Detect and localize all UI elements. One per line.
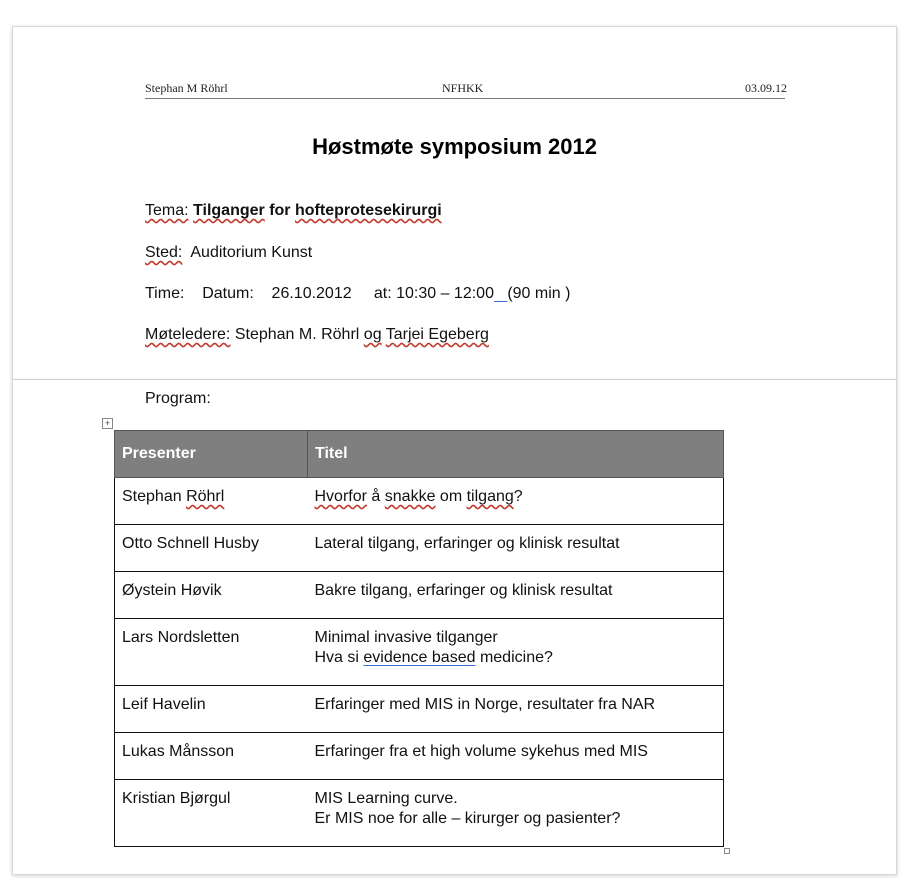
program-table bbox=[114, 430, 724, 847]
datum-label: Datum: bbox=[202, 285, 254, 302]
datum-value: 26.10.2012 bbox=[271, 285, 352, 302]
plus-in-square-icon[interactable]: + bbox=[102, 418, 113, 429]
moteledere-value-2: Tarjei Egeberg bbox=[385, 326, 489, 343]
table-row bbox=[115, 780, 724, 847]
table-header-row bbox=[115, 431, 724, 478]
tema-label: Tema: bbox=[145, 202, 189, 219]
header-author: Stephan M Röhrl bbox=[145, 81, 228, 95]
table-row bbox=[115, 686, 724, 733]
header-org: NFHKK bbox=[442, 81, 484, 95]
tema-value-3: hofteprotesekirurgi bbox=[294, 202, 442, 219]
table-row bbox=[115, 525, 724, 572]
header-presenter: Presenter bbox=[115, 431, 308, 478]
table-row bbox=[115, 733, 724, 780]
presenter-cell: Lukas Månsson bbox=[115, 733, 308, 780]
sted-value: Auditorium Kunst bbox=[190, 244, 313, 261]
time-at: at: 10:30 – 12:00 bbox=[373, 285, 494, 302]
document-title: Høstmøte symposium 2012 bbox=[312, 134, 597, 159]
time-duration: (90 min ) bbox=[507, 285, 571, 302]
page-header bbox=[145, 81, 785, 99]
title-cell: Erfaringer fra et high volume sykehus med MIS bbox=[308, 733, 724, 780]
title-cell: Erfaringer med MIS in Norge, resultater fra NAR bbox=[308, 686, 724, 733]
title-cell: Minimal invasive tilganger Hva si evidence based medicine? bbox=[308, 619, 724, 686]
tema-value-1: Tilganger bbox=[193, 202, 265, 219]
moteledere-og: og bbox=[363, 326, 382, 343]
presenter-cell: Øystein Høvik bbox=[115, 572, 308, 619]
sted-label: Sted: bbox=[145, 244, 183, 261]
presenter-cell: Lars Nordsletten bbox=[115, 619, 308, 686]
sted-line bbox=[145, 244, 312, 262]
presenter-cell: Stephan Röhrl bbox=[115, 478, 308, 525]
moteledere-value-1: Stephan M. Röhrl bbox=[234, 326, 360, 343]
presenter-cell: Kristian Bjørgul bbox=[115, 780, 308, 847]
presenter-cell: Leif Havelin bbox=[115, 686, 308, 733]
moteledere-line bbox=[145, 326, 489, 344]
time-label: Time: bbox=[145, 285, 185, 302]
title-cell: Bakre tilgang, erfaringer og klinisk resultat bbox=[308, 572, 724, 619]
tema-value-2: for bbox=[269, 202, 291, 219]
presenter-cell: Otto Schnell Husby bbox=[115, 525, 308, 572]
table-row bbox=[115, 478, 724, 525]
moteledere-label: Møteledere: bbox=[145, 326, 231, 343]
table-row bbox=[115, 572, 724, 619]
tema-line bbox=[145, 202, 442, 220]
header-titel: Titel bbox=[308, 431, 724, 478]
table-row bbox=[115, 619, 724, 686]
program-label: Program: bbox=[145, 390, 211, 407]
title-cell: Hvorfor å snakke om tilgang? bbox=[308, 478, 724, 525]
title-cell: MIS Learning curve. Er MIS noe for alle – kirurger og pasienter? bbox=[308, 780, 724, 847]
table-resize-handle[interactable] bbox=[724, 848, 730, 854]
title-cell: Lateral tilgang, erfaringer og klinisk resultat bbox=[308, 525, 724, 572]
time-line bbox=[145, 285, 570, 303]
header-date: 03.09.12 bbox=[745, 81, 787, 95]
